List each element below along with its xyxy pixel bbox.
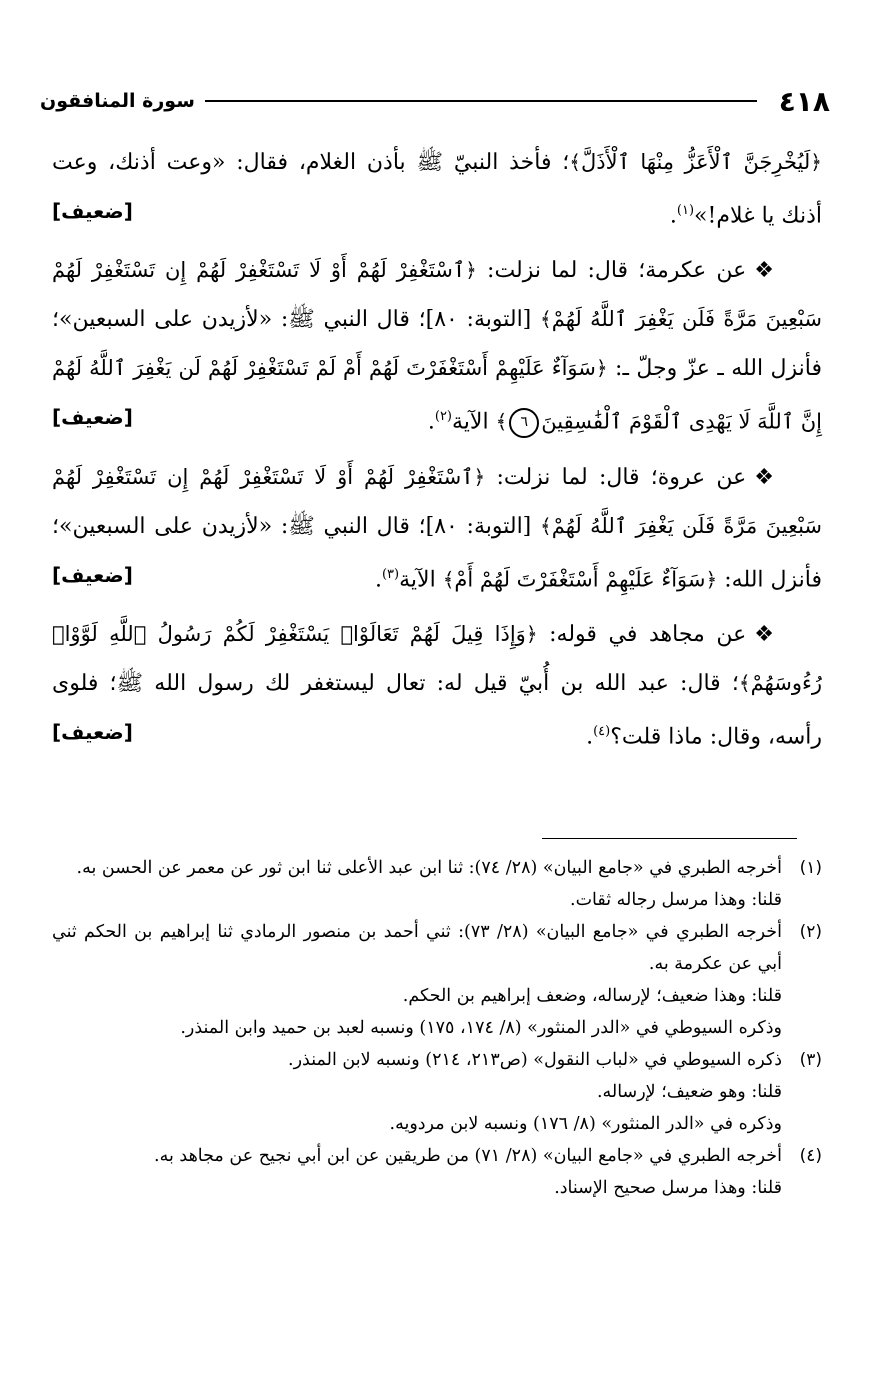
quran-open-bracket: ﴿ bbox=[595, 356, 608, 381]
paragraph-2: ❖عن عكرمة؛ قال: لما نزلت: ﴿ٱسْتَغْفِرْ لَهُمْ أَوْ لَا تَسْتَغْفِرْ لَهُمْ إِن تَسْتَغْفِرْ لَهُمْ سَبْعِينَ مَرَّةً فَلَن يَغْفِرَ ٱللَّهُ لَهُمْ﴾ [التوبة: ٨٠]؛ قال النبي ﷺ: «لأزيدن على السبعين»؛ فأنزل الله ـ عزّ وجلّ ـ: ﴿سَوَآءٌ عَلَيْهِمْ أَسْتَغْفَرْتَ لَهُمْ أَمْ لَمْ تَسْتَغْفِرْ لَهُمْ لَن يَغْفِرَ ٱللَّهُ لَهُمْ إِنَّ ٱللَّهَ لَا يَهْدِى ٱلْقَوْمَ ٱلْفَٰسِقِينَ٦﴾ الآية$^{(٢)}$. [ضعيف] bbox=[52, 246, 822, 446]
grade-label: [ضعيف] bbox=[52, 719, 133, 744]
quran-quote: لَيُخْرِجَنَّ ٱلْأَعَزُّ مِنْهَا ٱلْأَذَلَّ bbox=[581, 150, 811, 174]
footnote-number: (٢) bbox=[799, 922, 822, 942]
footnote-ref: (١) bbox=[676, 203, 695, 218]
grade-label: [ضعيف] bbox=[52, 405, 133, 430]
page-header bbox=[40, 84, 830, 118]
quran-close-bracket: ﴾ bbox=[442, 566, 455, 591]
footnote-ref: (٤) bbox=[593, 723, 611, 739]
footnote-number: (٣) bbox=[799, 1050, 822, 1070]
footnote-line: أخرجه الطبري في «جامع البيان» (٢٨/ ٧٣): ثني أحمد بن منصور الرمادي ثنا إبراهيم بن الحكم ثني أبي عن عكرمة به. bbox=[52, 922, 782, 974]
footnote-2 bbox=[52, 916, 822, 1044]
quran-open-bracket: ﴿ bbox=[473, 464, 486, 489]
quran-close-bracket: ﴾ bbox=[540, 307, 552, 332]
quran-quote: وَإِذَا قِيلَ لَهُمْ تَعَالَوْا۟ يَسْتَغْفِرْ لَكُمْ رَسُولُ ٱللَّهِ لَوَّوْا۟ رُءُوسَهُمْ bbox=[52, 621, 822, 695]
quran-close-bracket: ﴾ bbox=[569, 150, 582, 174]
grade-label: [ضعيف] bbox=[52, 199, 133, 223]
footnote-line: قلنا: وهذا ضعيف؛ لإرساله، وضعف إبراهيم بن الحكم. bbox=[402, 986, 782, 1006]
footnote-ref: (٢) bbox=[434, 409, 452, 425]
quran-reference: [التوبة: ٨٠] bbox=[425, 513, 532, 539]
quran-open-bracket: ﴿ bbox=[705, 566, 718, 591]
footnote-line: قلنا: وهو ضعيف؛ لإرساله. bbox=[596, 1082, 782, 1102]
paragraph-4: ❖عن مجاهد في قوله: ﴿وَإِذَا قِيلَ لَهُمْ تَعَالَوْا۟ يَسْتَغْفِرْ لَكُمْ رَسُولُ ٱللَّهِ لَوَّوْا۟ رُءُوسَهُمْ﴾؛ قال: عبد الله بن أُبيّ قيل له: تعال ليستغفر لك رسول الله ﷺ؛ فلوى رأسه، وقال: ماذا قلت؟$^{(٤)}$. [ضعيف] bbox=[52, 610, 822, 761]
star-ornament-icon: ❖ bbox=[754, 258, 774, 284]
main-text bbox=[52, 138, 822, 767]
quran-close-bracket: ﴾ bbox=[495, 409, 508, 434]
narration-intro: عن مجاهد في قوله: bbox=[549, 621, 747, 647]
narration-end: الآية bbox=[452, 409, 489, 435]
quran-reference: [التوبة: ٨٠] bbox=[425, 307, 532, 333]
footnote-line: أخرجه الطبري في «جامع البيان» (٢٨/ ٧٤): ثنا ابن عبد الأعلى ثنا ابن ثور عن معمر عن الحسن به. bbox=[76, 858, 782, 878]
footnote-ref: (٣) bbox=[381, 566, 400, 582]
narration-text: ؛ قال: عبد الله بن أُبيّ قيل له: تعال ليستغفر لك رسول الله ﷺ؛ فلوى رأسه، وقال: ماذا قلت؟ bbox=[52, 670, 822, 750]
footnote-number: (٤) bbox=[799, 1146, 822, 1166]
footnote-line: ذكره السيوطي في «لباب النقول» (ص٢١٣، ٢١٤) ونسبه لابن المنذر. bbox=[288, 1050, 782, 1070]
narration-text: ؛ فأخذ النبيّ ﷺ بأذن الغلام، فقال: «وعت أذنك، وعت أذنك يا غلام!» bbox=[52, 150, 822, 229]
footnote-line: قلنا: وهذا مرسل رجاله ثقات. bbox=[570, 890, 782, 910]
footnote-line: وذكره في «الدر المنثور» (٨/ ١٧٦) ونسبه لابن مردويه. bbox=[389, 1114, 782, 1134]
footnote-4 bbox=[52, 1140, 822, 1204]
footnote-number: (١) bbox=[799, 858, 822, 878]
narration-end: الآية bbox=[399, 566, 436, 592]
quran-quote: ٱسْتَغْفِرْ لَهُمْ أَوْ لَا تَسْتَغْفِرْ لَهُمْ إِن تَسْتَغْفِرْ لَهُمْ سَبْعِينَ مَرَّةً فَلَن يَغْفِرَ ٱللَّهُ لَهُمْ bbox=[52, 258, 823, 332]
quran-quote: سَوَآءٌ عَلَيْهِمْ أَسْتَغْفَرْتَ لَهُمْ أَمْ bbox=[454, 566, 706, 591]
header-rule bbox=[205, 100, 757, 102]
grade-label: [ضعيف] bbox=[52, 562, 133, 587]
quran-quote: سَوَآءٌ عَلَيْهِمْ أَسْتَغْفَرْتَ لَهُمْ أَمْ لَمْ تَسْتَغْفِرْ لَهُمْ لَن يَغْفِرَ ٱللَّهُ لَهُمْ إِنَّ ٱللَّهَ لَا يَهْدِى ٱلْقَوْمَ ٱلْفَٰسِقِينَ bbox=[52, 356, 822, 434]
footnote-line: أخرجه الطبري في «جامع البيان» (٢٨/ ٧١) من طريقين عن ابن أبي نجيح عن مجاهد به. bbox=[154, 1146, 782, 1166]
narration-text: ؛ قال النبي ﷺ: «لأزيدن على السبعين»؛ فأنزل الله: bbox=[52, 513, 822, 592]
footnotes bbox=[52, 852, 822, 1204]
star-ornament-icon: ❖ bbox=[754, 621, 774, 647]
footnote-separator bbox=[542, 838, 797, 839]
surah-title: سورة المنافقون bbox=[40, 90, 195, 112]
narration-text: ؛ قال النبي ﷺ: «لأزيدن على السبعين»؛ فأنزل الله ـ عزّ وجلّ ـ: bbox=[52, 307, 822, 382]
narration-intro: عن عكرمة؛ قال: لما نزلت: bbox=[487, 258, 747, 284]
quran-close-bracket: ﴾ bbox=[540, 513, 552, 538]
paragraph-1: ﴿لَيُخْرِجَنَّ ٱلْأَعَزُّ مِنْهَا ٱلْأَذَلَّ﴾؛ فأخذ النبيّ ﷺ بأذن الغلام، فقال: «وعت أذنك، وعت أذنك يا غلام!»$^{(١)}$. [ضعيف] bbox=[52, 138, 822, 240]
quran-open-bracket: ﴿ bbox=[810, 150, 823, 174]
page-number: ٤١٨ bbox=[778, 84, 830, 118]
footnote-line: وذكره السيوطي في «الدر المنثور» (٨/ ١٧٤، ١٧٥) ونسبه لعبد بن حميد وابن المنذر. bbox=[180, 1018, 782, 1038]
quran-quote: ٱسْتَغْفِرْ لَهُمْ أَوْ لَا تَسْتَغْفِرْ لَهُمْ إِن تَسْتَغْفِرْ لَهُمْ سَبْعِينَ مَرَّةً فَلَن يَغْفِرَ ٱللَّهُ لَهُمْ bbox=[52, 464, 823, 538]
quran-open-bracket: ﴿ bbox=[525, 621, 538, 646]
narration-intro: عن عروة؛ قال: لما نزلت: bbox=[496, 464, 747, 490]
star-ornament-icon: ❖ bbox=[754, 464, 774, 490]
footnote-3 bbox=[52, 1044, 822, 1140]
verse-number-icon: ٦ bbox=[509, 408, 539, 438]
footnote-1 bbox=[52, 852, 822, 916]
footnote-line: قلنا: وهذا مرسل صحيح الإسناد. bbox=[554, 1178, 782, 1198]
quran-close-bracket: ﴾ bbox=[738, 670, 751, 695]
paragraph-3: ❖عن عروة؛ قال: لما نزلت: ﴿ٱسْتَغْفِرْ لَهُمْ أَوْ لَا تَسْتَغْفِرْ لَهُمْ إِن تَسْتَغْفِرْ لَهُمْ سَبْعِينَ مَرَّةً فَلَن يَغْفِرَ ٱللَّهُ لَهُمْ﴾ [التوبة: ٨٠]؛ قال النبي ﷺ: «لأزيدن على السبعين»؛ فأنزل الله: ﴿سَوَآءٌ عَلَيْهِمْ أَسْتَغْفَرْتَ لَهُمْ أَمْ﴾ الآية$^{(٣)}$. [ضعيف] bbox=[52, 453, 822, 604]
quran-open-bracket: ﴿ bbox=[465, 258, 477, 283]
